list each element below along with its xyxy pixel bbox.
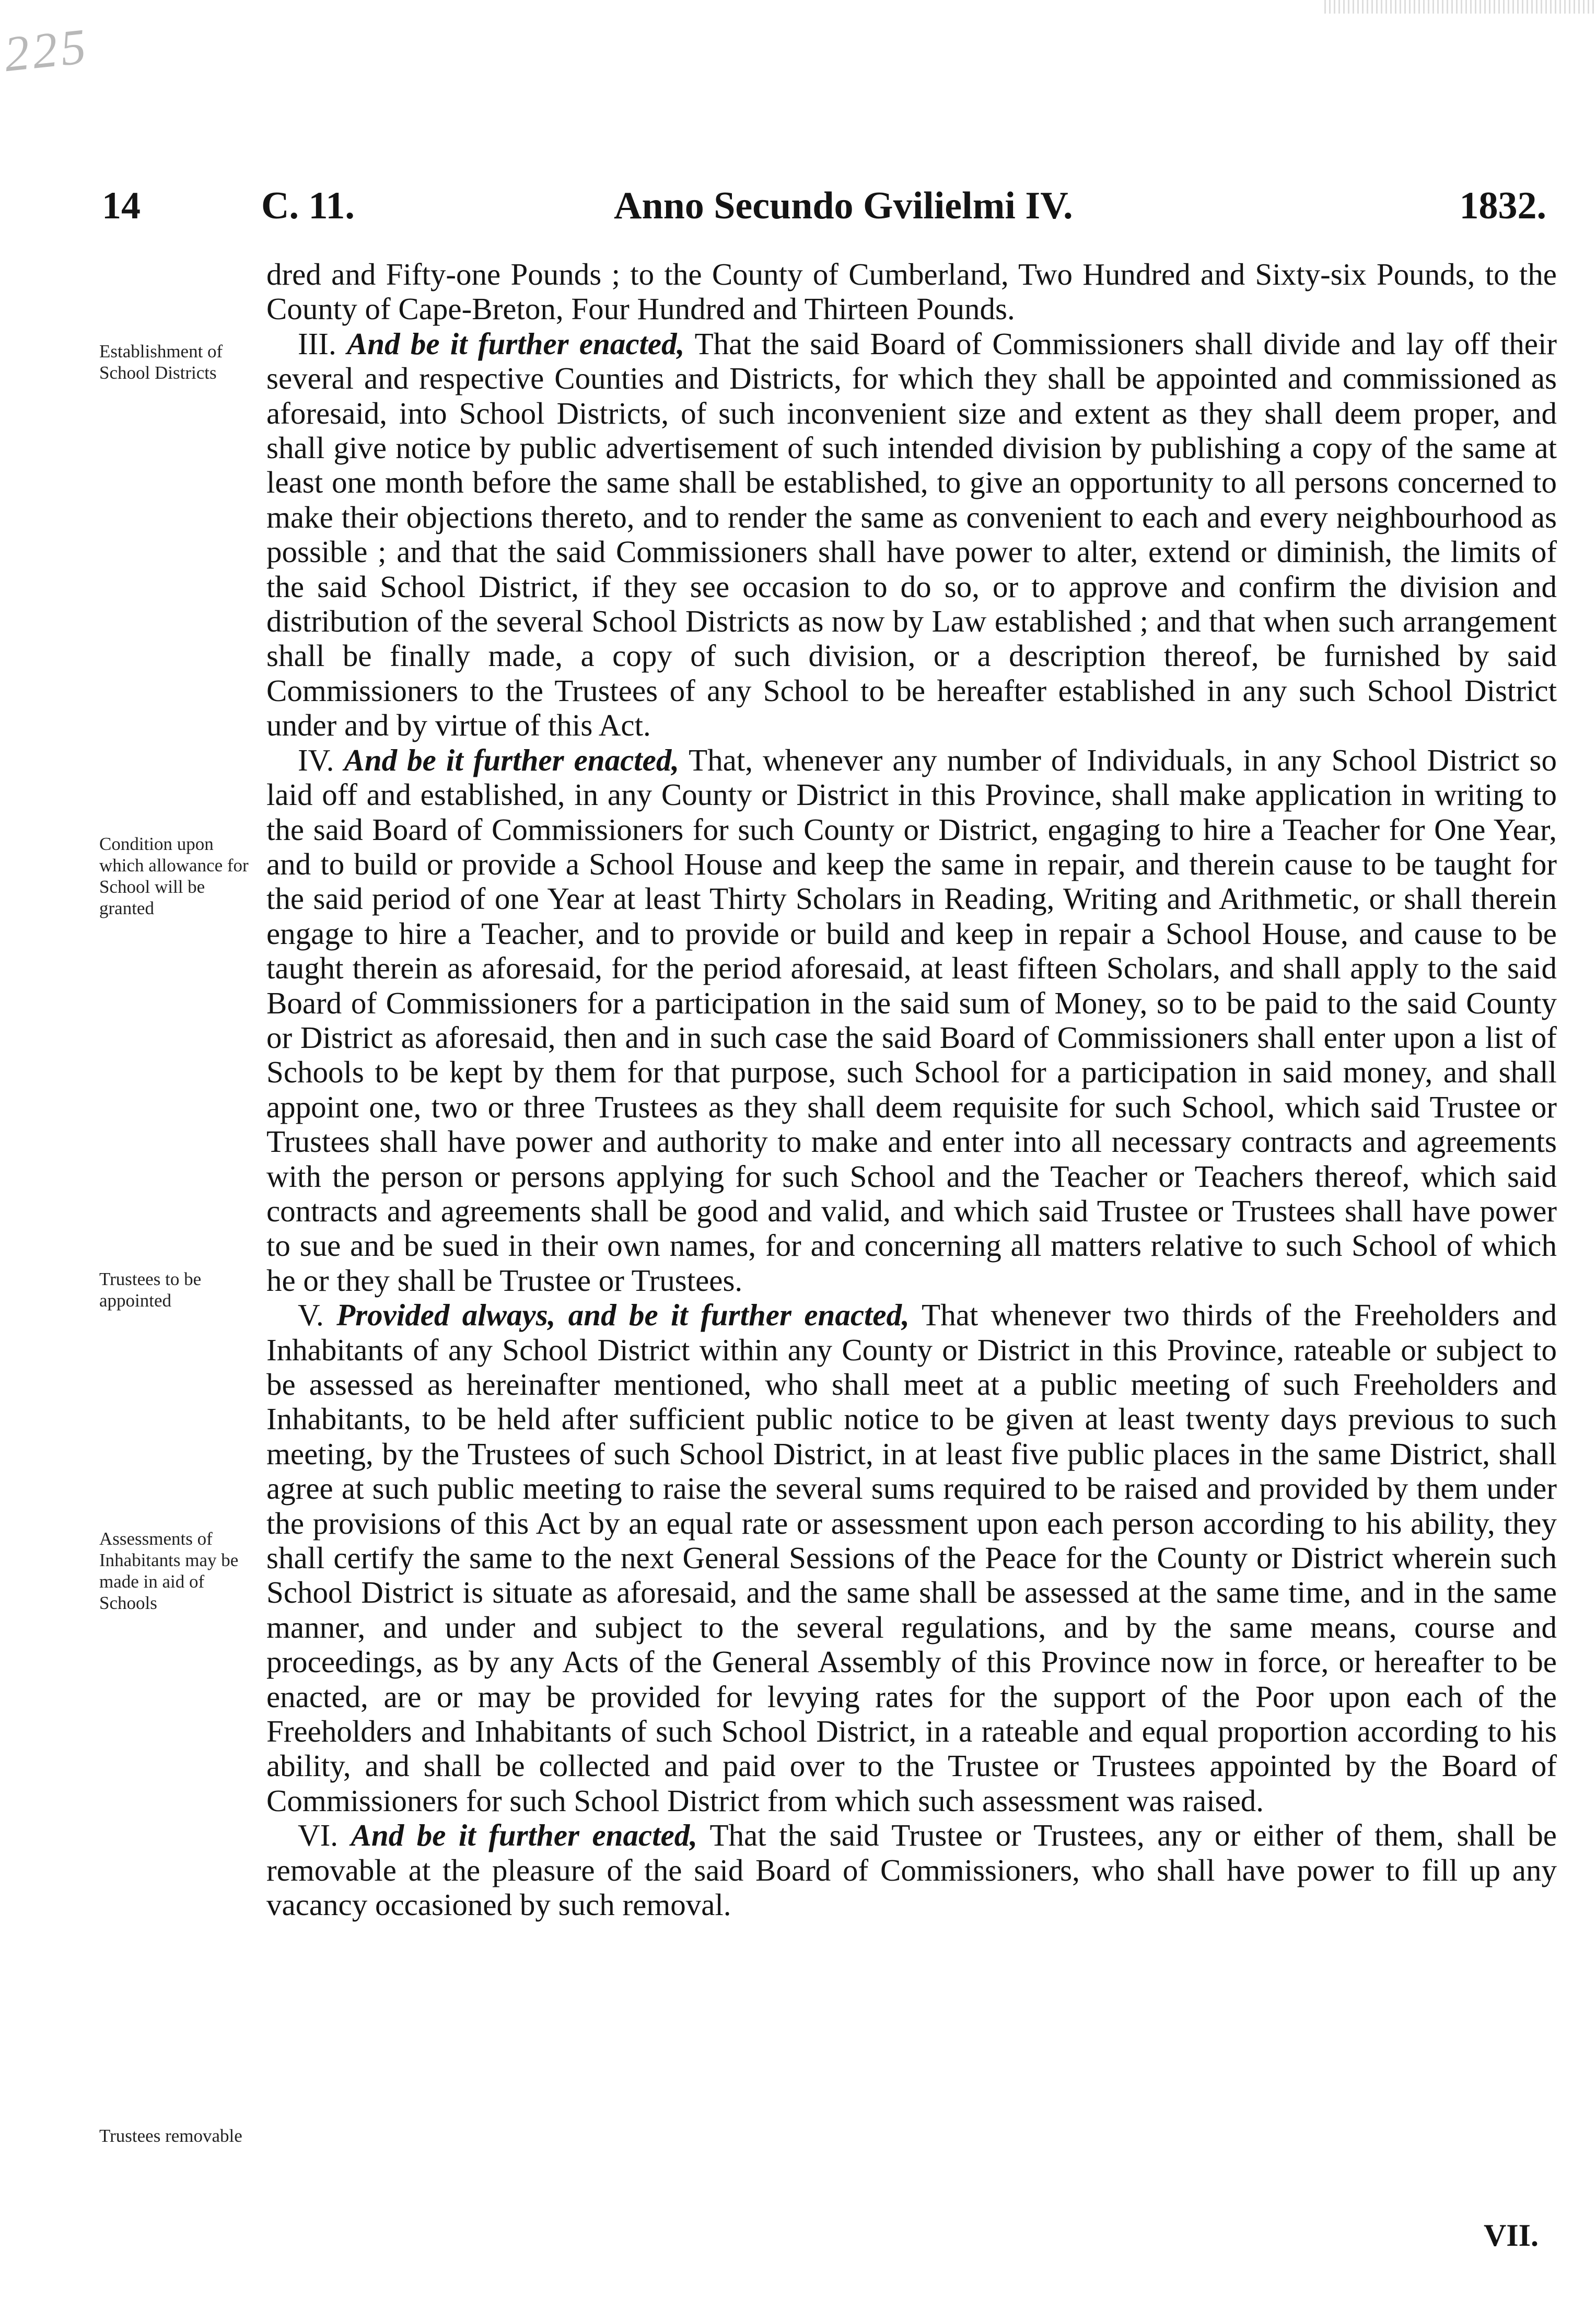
section-text: That the said Board of Commissioners shall divide and lay off their several and respective Counties and Districts, for which they shall be appointed and commissioned as aforesaid, into School Districts, of such inconvenient size and extent as they shall deem proper, and shall give notice by public advertisement of such intended division by publishing a copy of the same at least one month before the same shall be established, to give an opportunity to all persons concerned to make their objections thereto, and to render the same as convenient to each and every neighbourhood as possible ; and that the said Commissioners shall have power to alter, extend or diminish, the limits of the said School District, if they see occasion to do so, or to approve and confirm the division and distribution of the several School Districts as now by Law established ; and that when such arrangement shall be finally made, a copy of such division, or a description thereof, be furnished by said Commissioners to the Trustees of any School to be hereafter established in any such School District under and by virtue of this Act. (266, 326, 1557, 743)
section-number: VI. (298, 1818, 339, 1853)
handwritten-page-mark: 225 (1, 17, 92, 83)
enacting-phrase: And be it further enacted, (346, 326, 685, 361)
section-iv (266, 743, 1557, 1298)
section-number: III. (298, 326, 336, 361)
section-vi (266, 1818, 1557, 1922)
margin-note-school-districts: Establishment of School Districts (99, 341, 223, 383)
scan-edge-artifact (1324, 0, 1596, 14)
catchword: VII. (1483, 2218, 1539, 2253)
page-number: 14 (102, 184, 141, 227)
chapter-number: C. 11. (261, 184, 355, 227)
section-text: That the said Trustee or Trustees, any or either of them, shall be removable at the pleasure of the said Board of Commissioners, who shall have power to fill up any vacancy occasioned by such removal. (266, 1818, 1557, 1922)
section-text: That whenever two thirds of the Freeholders and Inhabitants of any School District within any County or District in this Province, rateable or subject to be assessed as hereinafter mentioned, who shall meet at a public meeting of such Freeholders and Inhabitants, to be held after sufficient public notice to be given at least twenty days previous to such meeting, by the Trustees of such School District, in at least five public places in the same District, shall agree at such public meeting to raise the several sums required to be raised and provided by them under the provisions of this Act by an equal rate or assessment upon each person according to his ability, they shall certify the same to the next General Sessions of the Peace for the County or District wherein such School District is situate as aforesaid, and the same shall be assessed at the same time, and in the same manner, and under and subject to the several regulations, and by the same means, course and proceedings, as by any Acts of the General Assembly of this Province now in force, or hereafter to be enacted, are or may be provided for levying rates for the support of the Poor upon each of the Freeholders and Inhabitants of such School District, in a rateable and equal proportion according to his ability, and shall be collected and paid over to the Trustee or Trustees appointed by the Board of Commissioners for such School District from which such assessment was raised. (266, 1298, 1557, 1818)
margin-note-allowance-condition: Condition upon which allowance for School will be granted (99, 834, 249, 918)
year: 1832. (1459, 184, 1546, 227)
section-number: V. (298, 1298, 324, 1333)
section-iii (266, 326, 1557, 743)
enacting-phrase: And be it further enacted, (351, 1818, 698, 1853)
section-text: That, whenever any number of Individuals, in any School District so laid off and established, in any County or District in this Province, shall make application in writing to the said Board of Commissioners for such County or District, engaging to hire a Teacher for One Year, and to build or provide a School House and keep the same in repair, and therein cause to be taught for the said period of one Year at least Thirty Scholars in Reading, Writing and Arithmetic, or shall therein engage to hire a Teacher, and to provide or build and keep in repair a School House, and cause to be taught therein as aforesaid, for the period aforesaid, at least fifteen Scholars, and shall apply to the said Board of Commissioners for a participation in the said sum of Money, so to be paid to the said County or District as aforesaid, then and in such case the said Board of Commissioners shall enter upon a list of Schools to be kept by them for that purpose, such School for a participation in said money, and shall appoint one, two or three Trustees as they shall deem requisite for such School, which said Trustee or Trustees shall have power and authority to make and enter into all necessary contracts and agreements with the person or persons applying for such School and the Teacher or Teachers thereof, which said contracts and agreements shall be good and valid, and which said Trustee or Trustees shall have power to sue and be sued in their own names, for and concerning all matters relative to such School of which he or they shall be Trustee or Trustees. (266, 742, 1557, 1298)
margin-note-assessments: Assessments of Inhabitants may be made in aid of Schools (99, 1529, 239, 1613)
continuation-paragraph: dred and Fifty-one Pounds ; to the County of Cumberland, Two Hundred and Sixty-six Pounds, to the County of Cape-Breton, Four Hundred and Thirteen Pounds. (266, 257, 1557, 326)
running-header (97, 184, 1546, 247)
running-title: Anno Secundo Gvilielmi IV. (614, 184, 1073, 227)
margin-note-trustees-appointed: Trustees to be appointed (99, 1269, 202, 1311)
enacting-phrase: Provided always, and be it further enacted, (336, 1298, 910, 1333)
section-v (266, 1298, 1557, 1818)
section-number: IV. (298, 742, 334, 777)
enacting-phrase: And be it further enacted, (344, 742, 680, 777)
act-body-text (266, 257, 1557, 1922)
margin-note-trustees-removable: Trustees removable (99, 2126, 242, 2146)
